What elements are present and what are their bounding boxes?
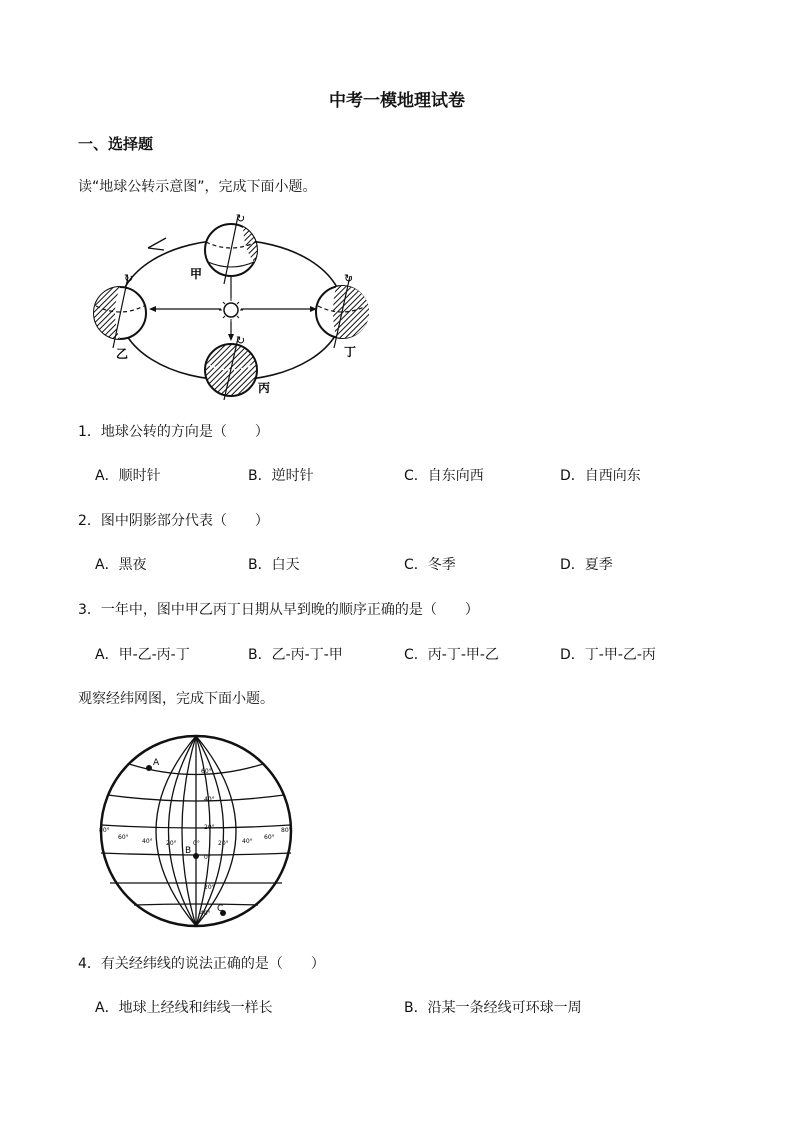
svg-text:↻: ↻ <box>344 272 354 285</box>
point-a-label: A <box>153 758 160 768</box>
q2-option-c[interactable]: C．冬季 <box>404 557 456 573</box>
lon-label-60e: 60° <box>264 834 275 841</box>
q3-option-b[interactable]: B．乙-丙-丁-甲 <box>248 647 343 663</box>
question-2-stem: 2．图中阴影部分代表（ ） <box>78 513 269 529</box>
label-yi: 乙 <box>116 347 129 361</box>
q2-option-b[interactable]: B．白天 <box>248 557 300 573</box>
svg-text:↻: ↻ <box>236 334 246 347</box>
earth-jia <box>205 212 257 284</box>
question-3-stem: 3．一年中，图中甲乙丙丁日期从早到晚的顺序正确的是（ ） <box>78 602 479 618</box>
svg-text:↻: ↻ <box>124 272 134 285</box>
lon-label-80w: 80° <box>99 827 110 834</box>
lon-label-40w: 40° <box>142 838 153 845</box>
label-ding: 丁 <box>344 345 357 359</box>
earth-revolution-figure <box>88 210 398 400</box>
point-b <box>193 853 199 859</box>
lat-label-60n: 60° <box>201 768 212 775</box>
svg-text:↻: ↻ <box>236 212 246 225</box>
label-bing: 丙 <box>258 381 271 395</box>
lat-label-40n: 40° <box>204 796 215 803</box>
sun-icon <box>219 298 243 322</box>
q3-option-a[interactable]: A．甲-乙-丙-丁 <box>95 647 190 663</box>
q2-option-d[interactable]: D．夏季 <box>560 557 613 573</box>
q3-option-d[interactable]: D．丁-甲-乙-丙 <box>560 647 656 663</box>
earth-yi <box>94 272 146 348</box>
lon-label-20w: 20° <box>166 840 177 847</box>
group1-intro: 读“地球公转示意图”，完成下面小题。 <box>78 179 317 195</box>
graticule-globe-figure <box>96 733 296 929</box>
q1-option-a[interactable]: A．顺时针 <box>95 468 161 484</box>
question-1-stem: 1．地球公转的方向是（ ） <box>78 424 269 440</box>
lat-label-40s: 40° <box>200 910 211 917</box>
earth-bing <box>205 334 257 400</box>
point-c-label: C <box>217 904 224 914</box>
section-title: 一、选择题 <box>78 135 154 153</box>
earth-ding <box>316 272 369 348</box>
q1-option-d[interactable]: D．自西向东 <box>560 468 641 484</box>
lon-label-80e: 80° <box>281 827 292 834</box>
q4-option-a[interactable]: A．地球上经线和纬线一样长 <box>95 1000 273 1016</box>
q1-option-c[interactable]: C．自东向西 <box>404 468 484 484</box>
lat-label-0: 0° <box>204 854 211 861</box>
group2-intro: 观察经纬网图，完成下面小题。 <box>78 691 274 707</box>
point-a <box>146 765 152 771</box>
lat-label-20n: 20° <box>204 824 215 831</box>
q4-option-b[interactable]: B．沿某一条经线可环球一周 <box>404 1000 582 1016</box>
lat-label-20s: 20° <box>204 884 215 891</box>
q1-option-b[interactable]: B．逆时针 <box>248 468 314 484</box>
lon-label-60w: 60° <box>118 834 129 841</box>
label-jia: 甲 <box>190 267 203 281</box>
q3-option-c[interactable]: C．丙-丁-甲-乙 <box>404 647 499 663</box>
lon-label-40e: 40° <box>242 838 253 845</box>
lon-label-20e: 20° <box>218 840 229 847</box>
page-title: 中考一模地理试卷 <box>329 91 465 111</box>
question-4-stem: 4．有关经纬线的说法正确的是（ ） <box>78 956 325 972</box>
q2-option-a[interactable]: A．黑夜 <box>95 557 147 573</box>
lon-label-0: 0° <box>193 840 200 847</box>
point-b-label: B <box>185 846 192 856</box>
